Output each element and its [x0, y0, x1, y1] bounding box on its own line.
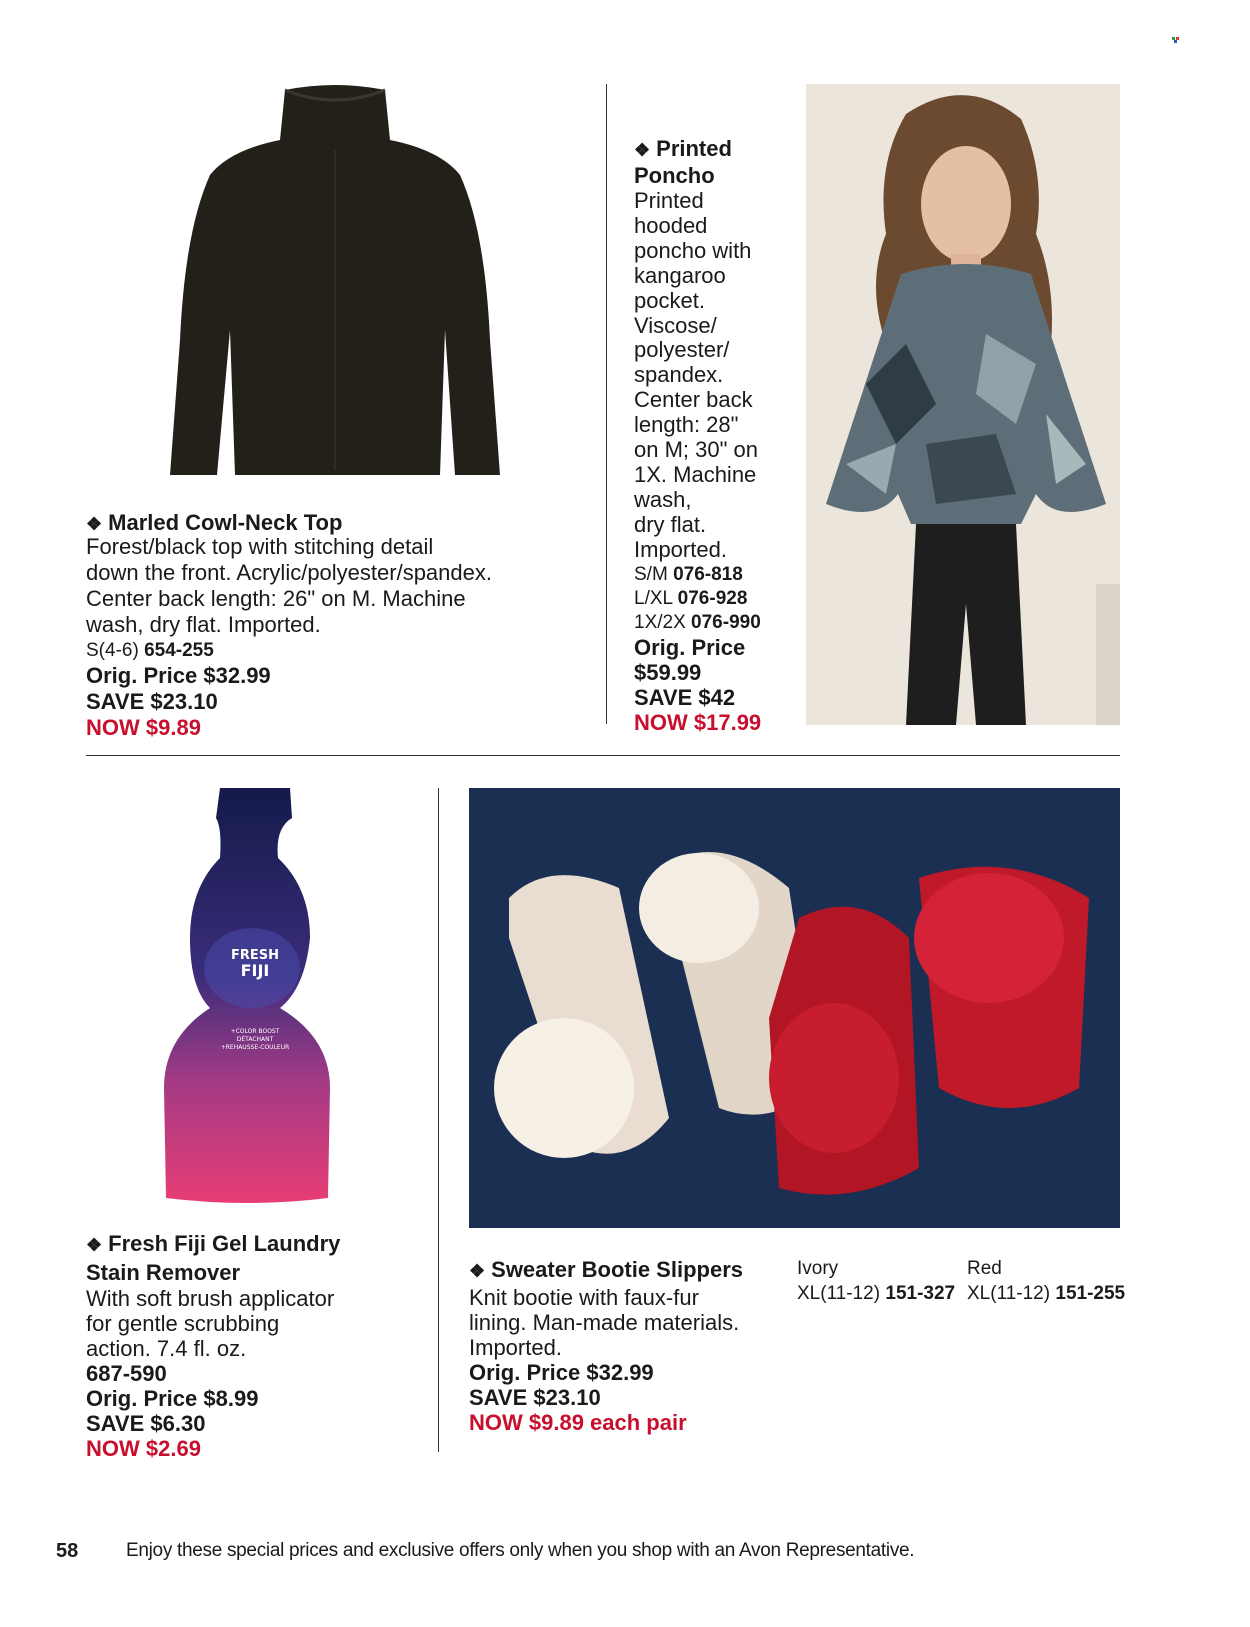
variant-size-sku: XL(11-12) 151-255 — [967, 1283, 1126, 1304]
desc-line: hooded — [634, 212, 708, 238]
desc-line: lining. Man-made materials. — [469, 1310, 740, 1335]
now-price: NOW $9.89 — [86, 715, 201, 740]
bottle-label-line: +COLOR BOOST — [230, 1028, 280, 1035]
orig-price-label: Orig. Price — [634, 634, 746, 660]
desc-line: 1X. Machine — [634, 461, 757, 487]
poncho-model-photo — [806, 84, 1120, 725]
desc-line: on M; 30" on — [634, 437, 758, 463]
now-price: NOW $17.99 — [634, 709, 762, 735]
divider-horizontal — [86, 755, 1120, 756]
bottle-brand — [215, 948, 295, 978]
size-sku: L/XL 076-928 — [634, 587, 748, 609]
desc-line: Forest/black top with stitching detail — [86, 534, 434, 559]
page-number: 58 — [56, 1540, 79, 1562]
stain-remover-text — [86, 1230, 340, 1461]
desc-line: for gentle scrubbing — [86, 1311, 280, 1336]
orig-price-value: $59.99 — [634, 659, 702, 685]
desc-line: Center back — [634, 387, 753, 413]
desc-line: poncho with — [634, 237, 752, 263]
desc-line: Printed — [634, 188, 704, 213]
top-title: ❖ Marled Cowl-Neck Top — [86, 510, 343, 535]
save-amount: SAVE $42 — [634, 684, 736, 710]
slippers-text — [469, 1256, 743, 1435]
desc-line: length: 28" — [634, 412, 739, 438]
variant-red — [967, 1256, 1125, 1306]
size-sku: 1X/2X 076-990 — [634, 611, 761, 633]
save-amount: SAVE $23.10 — [469, 1385, 601, 1410]
bottle-brand-line: FIJI — [240, 961, 270, 980]
desc-line: Center back length: 26" on M. Machine — [86, 586, 466, 611]
desc-line: Viscose/ — [634, 312, 717, 338]
slippers-title: ❖ Sweater Bootie Slippers — [469, 1257, 743, 1282]
diamond-icon: ❖ — [634, 140, 651, 160]
poncho-title: ❖ Printed Poncho — [634, 136, 732, 188]
diamond-icon: ❖ — [86, 1235, 103, 1255]
desc-line: action. 7.4 fl. oz. — [86, 1336, 247, 1361]
desc-line: pocket. — [634, 287, 705, 313]
save-amount: SAVE $23.10 — [86, 689, 218, 714]
desc-line: kangaroo — [634, 262, 726, 288]
poncho-text — [634, 136, 804, 735]
size-sku: S/M 076-818 — [634, 563, 743, 585]
bottle-label-text — [200, 1028, 310, 1052]
variant-ivory — [797, 1256, 955, 1306]
sku: 687-590 — [86, 1361, 167, 1386]
bottle-label-line: DÉTACHANT — [236, 1036, 274, 1043]
desc-line: spandex. — [634, 362, 724, 388]
top-description — [86, 534, 492, 741]
now-price: NOW $2.69 — [86, 1436, 201, 1461]
desc-line: down the front. Acrylic/polyester/spandex. — [86, 560, 492, 585]
desc-line: dry flat. — [634, 511, 707, 537]
variant-size-sku: XL(11-12) 151-327 — [797, 1283, 956, 1304]
variant-color: Red — [967, 1258, 1002, 1279]
desc-line: With soft brush applicator — [86, 1286, 335, 1311]
slippers-photo — [469, 788, 1120, 1228]
desc-line: Imported. — [469, 1335, 562, 1360]
desc-line: Imported. — [634, 536, 727, 562]
bottle-brand-line: FRESH — [230, 948, 279, 963]
orig-price: Orig. Price $8.99 — [86, 1386, 259, 1411]
now-price: NOW $9.89 each pair — [469, 1410, 687, 1435]
diamond-icon: ❖ — [86, 514, 103, 534]
orig-price: Orig. Price $32.99 — [469, 1360, 654, 1385]
orig-price: Orig. Price $32.99 — [86, 663, 271, 688]
footer-note: Enjoy these special prices and exclusive offers only when you shop with an Avon Representative. — [126, 1540, 915, 1561]
bottle-label-line: +REHAUSSE-COULEUR — [220, 1044, 290, 1051]
stain-title: ❖ Fresh Fiji Gel Laundry Stain Remover — [86, 1231, 341, 1285]
variant-color: Ivory — [797, 1258, 839, 1279]
size-sku: S(4-6) 654-255 — [86, 640, 214, 661]
desc-line: Knit bootie with faux-fur — [469, 1285, 699, 1310]
save-amount: SAVE $6.30 — [86, 1411, 206, 1436]
desc-line: wash, dry flat. Imported. — [86, 612, 321, 637]
desc-line: wash, — [634, 486, 692, 512]
cowl-neck-top-image — [155, 80, 515, 480]
corner-logo-icon — [1172, 30, 1180, 36]
diamond-icon: ❖ — [469, 1261, 486, 1281]
divider-vertical-top — [606, 84, 607, 724]
stain-remover-bottle-image — [160, 788, 336, 1208]
divider-vertical-bottom — [438, 788, 439, 1452]
desc-line: polyester/ — [634, 337, 730, 363]
